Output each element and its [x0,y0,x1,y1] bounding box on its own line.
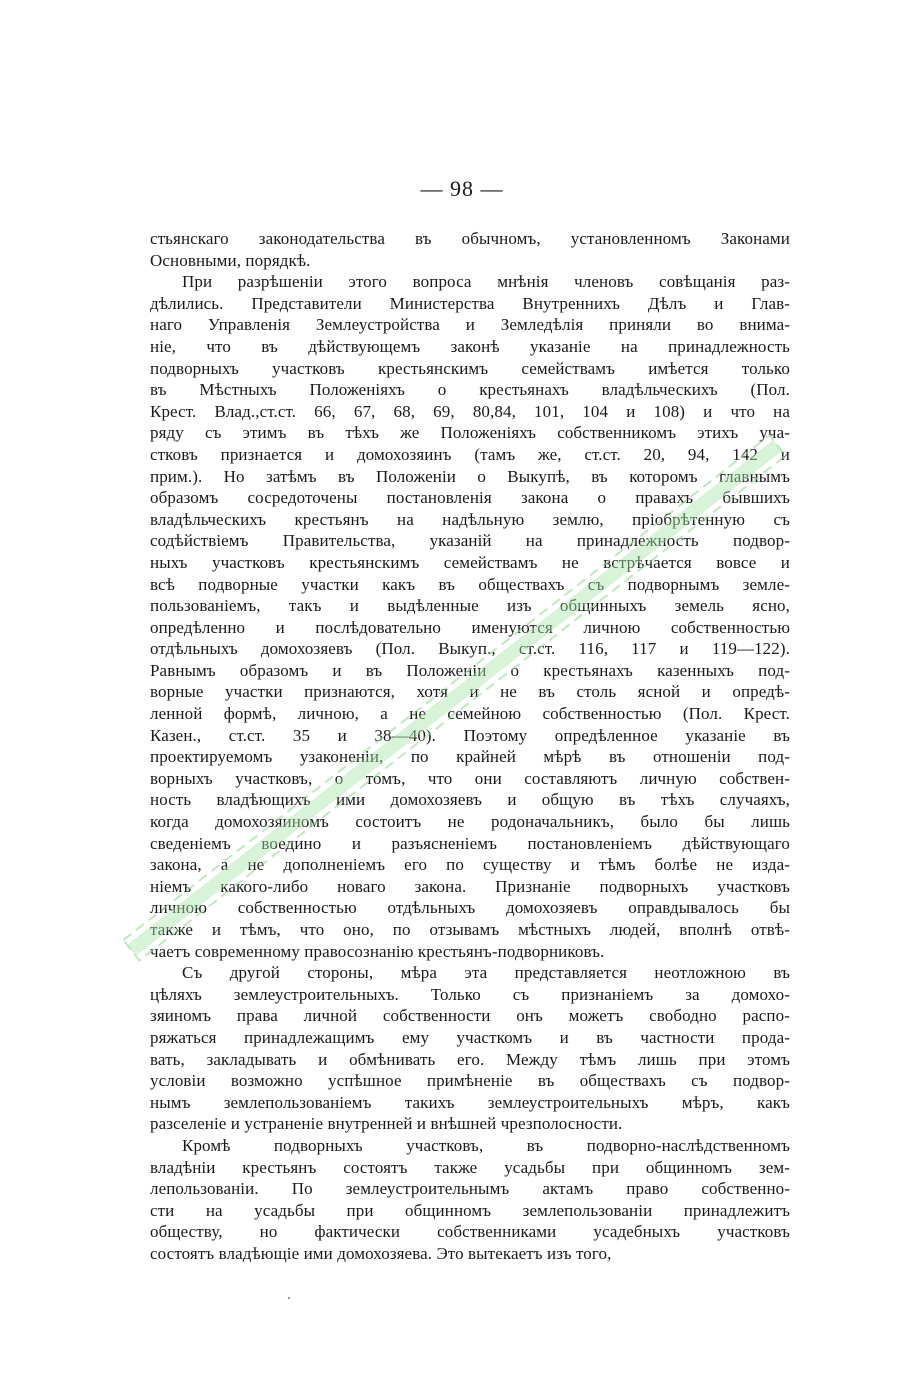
text-line: Казен., ст.ст. 35 и 38—40). Поэтому опредѣленное указанiе въ [150,725,790,745]
text-line: сти на усадьбы при общинномъ землепользованiи принадлежитъ [150,1200,790,1220]
text-line: При разрѣшенiи этого вопроса мнѣнiя членовъ совѣщанiя раз- [182,272,790,292]
text-line: ворныхъ участковъ, о томъ, что они составляютъ личную собствен- [150,768,790,788]
text-line: Крест. Влад.,ст.ст. 66, 67, 68, 69, 80,84, 101, 104 и 108) и что на [150,401,790,421]
speck [288,1297,290,1299]
text-line: содѣйствiемъ Правительства, указанiй на принадлежность подвор- [150,531,790,551]
text-line: всѣ подворные участки какъ въ обществахъ съ подворнымъ земле- [150,574,790,594]
text-line: сведенiемъ воедино и разъясненiемъ постановленiемъ дѣйствующаго [150,833,790,853]
text-line: дѣлились. Представители Министерства Внутреннихъ Дѣлъ и Глав- [150,293,790,313]
text-line: также и тѣмъ, что оно, по отзывамъ мѣстныхъ людей, вполнѣ отвѣ- [150,920,790,939]
text-line: обществу, но фактически собственниками усадебныхъ участковъ [150,1222,790,1242]
text-line: цѣляхъ землеустроительныхъ. Только съ признанiемъ за домохо- [150,984,790,1004]
text-line: условiи возможно успѣшное примѣненiе въ обществахъ съ подвор- [150,1071,790,1091]
text-line: вать, закладывать и обмѣнивать его. Между тѣмъ лишь при этомъ [150,1049,790,1069]
text-line: разселенiе и устраненiе внутренней и внѣшней чрезполосности. [150,1114,623,1134]
text-line: Основными, порядкѣ. [150,250,311,270]
text-line: опредѣленно и послѣдовательно именуются личною собственностью [150,617,790,637]
text-line: ленной формѣ, личною, а не семейною собственностью (Пол. Крест. [150,704,790,724]
text-line: ныхъ участковъ крестьянскимъ семействамъ не встрѣчается вовсе и [150,552,790,572]
text-line: закона, а не дополненiемъ его по существу и тѣмъ болѣе не изда- [150,855,790,875]
text-line: Равнымъ образомъ и въ Положенiи о крестьянахъ казенныхъ под- [150,660,790,680]
text-line: личною собственностью отдѣльныхъ домохозяевъ оправдывалось бы [150,898,790,918]
paragraph [150,271,790,962]
text-line: ряду съ этимъ въ тѣхъ же Положенiяхъ собственникомъ этихъ уча- [150,423,790,443]
text-line: прим.). Но затѣмъ въ Положенiи о Выкупѣ, въ которомъ главнымъ [150,466,790,486]
text-line: чаетъ современному правосознанiю крестьянъ-подворниковъ. [150,941,605,961]
text-line: когда домохозяиномъ состоитъ не родоначальникъ, было бы лишь [150,812,790,832]
text-line: стьянскаго законодательства въ обычномъ, установленномъ Законами [150,229,790,248]
paragraph [150,962,790,1135]
text-line: ряжаться принадлежащимъ ему участкомъ и въ частности прода- [150,1027,790,1047]
text-line: нiе, что въ дѣйствующемъ законѣ указанiе на принадлежность [150,336,790,356]
paragraph [150,1135,790,1265]
text-line: стковъ признается и домохозяинъ (тамъ же, ст.ст. 20, 94, 142 и [150,444,790,464]
body-text [150,228,790,1265]
text-line: подворныхъ участковъ крестьянскимъ семействамъ имѣется только [150,358,790,378]
text-line: ворные участки признаются, хотя и не въ столь ясной и опредѣ- [150,682,790,702]
text-line: отдѣльныхъ домохозяевъ (Пол. Выкуп., ст.ст. 116, 117 и 119—122). [150,639,790,659]
text-line: наго Управленiя Землеустройства и Земледѣлiя приняли во внима- [150,315,790,335]
text-line: нымъ землепользованiемъ такихъ землеустроительныхъ мѣръ, какъ [150,1092,790,1112]
text-line: владѣнiи крестьянъ состоятъ также усадьбы при общинномъ зем- [150,1157,790,1177]
text-line: пользованiемъ, такъ и выдѣленные изъ общинныхъ земель ясно, [150,596,790,616]
text-line: Кромѣ подворныхъ участковъ, въ подворно-наслѣдственномъ [182,1135,790,1155]
text-line: зяиномъ права личной собственности онъ можетъ свободно распо- [150,1006,790,1026]
paragraph [150,228,790,271]
page-number: — 98 — [420,176,504,201]
text-line: нiемъ какого-либо новаго закона. Признанiе подворныхъ участковъ [150,876,790,896]
text-line: образомъ сосредоточены постановленiя закона о правахъ бывшихъ [150,488,790,508]
text-line: проектируемомъ узаконенiи, по крайней мѣрѣ въ отношенiи под- [150,747,790,767]
text-line: въ Мѣстныхъ Положенiяхъ о крестьянахъ владѣльческихъ (Пол. [150,380,790,400]
text-line: состоятъ владѣющiе ими домохозяева. Это вытекаетъ изъ того, [150,1243,612,1263]
text-line: Съ другой стороны, мѣра эта представляется неотложною въ [182,963,790,983]
text-line: ность владѣющихъ ими домохозяевъ и общую въ тѣхъ случаяхъ, [150,790,790,810]
text-line: лепользованiи. По землеустроительнымъ актамъ право собственно- [150,1179,790,1199]
text-line: владѣльческихъ крестьянъ на надѣльную землю, прiобрѣтенную съ [150,509,790,529]
